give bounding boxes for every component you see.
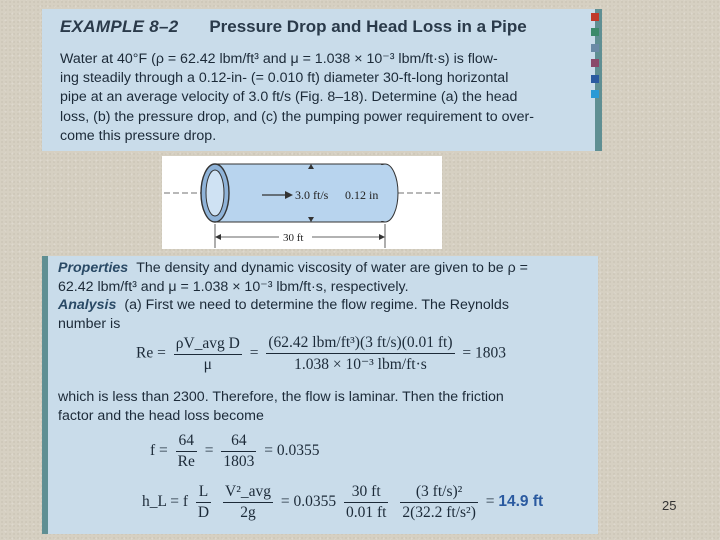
re-numerator-1: ρV_avg D bbox=[174, 335, 242, 355]
analysis-line: (a) First we need to determine the flow regime. The Reynolds bbox=[124, 297, 509, 314]
problem-line: Water at 40°F (ρ = 62.42 lbm/ft³ and μ = 1.038 × 10⁻³ lbm/ft·s) is flow- bbox=[60, 51, 498, 67]
laminar-text bbox=[58, 388, 588, 425]
pipe-figure bbox=[162, 156, 442, 249]
re-denominator-1: μ bbox=[203, 355, 212, 373]
example-title: Pressure Drop and Head Loss in a Pipe bbox=[209, 17, 527, 36]
h-numerator-1: L bbox=[196, 483, 211, 503]
example-panel bbox=[42, 9, 602, 151]
problem-statement bbox=[60, 50, 586, 146]
properties-line: 62.42 lbm/ft³ and μ = 1.038 × 10⁻³ lbm/ft·s, respectively. bbox=[58, 278, 409, 295]
example-header bbox=[60, 17, 527, 37]
f-numerator-2: 64 bbox=[221, 432, 256, 452]
decor-square bbox=[591, 75, 599, 83]
properties-text bbox=[58, 259, 588, 333]
h-lhs: h_L = f bbox=[142, 493, 189, 511]
laminar-line: factor and the head loss become bbox=[58, 407, 264, 424]
h-coefficient: = 0.0355 bbox=[280, 493, 337, 511]
h-numerator-4: (3 ft/s)² bbox=[400, 483, 478, 503]
h-denominator-3: 0.01 ft bbox=[345, 504, 387, 521]
decor-square bbox=[591, 90, 599, 98]
re-lhs: Re = bbox=[136, 344, 166, 362]
diameter-label: 0.12 in bbox=[345, 188, 379, 202]
properties-label: Properties bbox=[58, 260, 129, 276]
f-result: = 0.0355 bbox=[264, 442, 320, 460]
re-numerator-2: (62.42 lbm/ft³)(3 ft/s)(0.01 ft) bbox=[266, 334, 454, 354]
f-fraction-2 bbox=[221, 432, 256, 471]
decor-square bbox=[591, 13, 599, 21]
problem-line: come this pressure drop. bbox=[60, 127, 217, 144]
pipe-diagram bbox=[162, 156, 442, 249]
properties-line: The density and dynamic viscosity of water are given to be ρ = bbox=[136, 260, 528, 276]
decor-square bbox=[591, 44, 599, 52]
reynolds-equation: Re = $\frac{\text{ρV\_avg D}}{\mu}$ = $\frac{\text{(62.42 lbm/ft³)(3 ft/s)(0.01 ft)}}{\text{1.038 × 10⁻³ lbm/ft·s}}$ = 1803 bbox=[136, 334, 507, 373]
h-denominator-2: 2g bbox=[240, 504, 256, 521]
problem-line: ing steadily through a 0.12-in- (= 0.010 ft) diameter 30-ft-long horizontal bbox=[60, 70, 509, 87]
h-fraction-2 bbox=[223, 483, 273, 522]
re-denominator-2: 1.038 × 10⁻³ lbm/ft·s bbox=[294, 356, 427, 373]
problem-line: pipe at an average velocity of 3.0 ft/s (Fig. 8–18). Determine (a) the head bbox=[60, 89, 518, 106]
h-denominator-1: D bbox=[197, 504, 210, 521]
length-arrow-right bbox=[379, 234, 385, 240]
pipe-inlet-inner bbox=[206, 170, 224, 216]
f-numerator-1: 64 bbox=[176, 432, 197, 452]
example-number: EXAMPLE 8–2 bbox=[60, 17, 179, 36]
friction-factor-equation: f = $\frac{64}{Re}$ = $\frac{64}{1803}$ = 0.0355 bbox=[150, 432, 320, 470]
head-loss-result: 14.9 ft bbox=[498, 493, 544, 511]
h-fraction-4 bbox=[400, 483, 478, 522]
length-label: 30 ft bbox=[283, 232, 304, 244]
length-arrow-left bbox=[215, 234, 221, 240]
re-result: = 1803 bbox=[462, 344, 507, 362]
h-denominator-4: 2(32.2 ft/s²) bbox=[402, 504, 476, 521]
decor-square bbox=[591, 28, 599, 36]
f-denominator-2: 1803 bbox=[223, 453, 255, 470]
re-fraction-1 bbox=[174, 335, 242, 374]
decor-square bbox=[591, 59, 599, 67]
f-denominator-1: Re bbox=[177, 453, 195, 470]
analysis-label: Analysis bbox=[58, 297, 117, 314]
h-numerator-3: 30 ft bbox=[344, 483, 388, 503]
analysis-panel bbox=[42, 256, 598, 534]
analysis-line: number is bbox=[58, 315, 121, 332]
velocity-label: 3.0 ft/s bbox=[295, 188, 329, 202]
f-fraction-1 bbox=[176, 432, 197, 471]
page-number: 25 bbox=[662, 498, 677, 513]
head-loss-equation: h_L = f $\frac{L}{D}$ $\frac{\text{V²\_avg}}{2g}$ = 0.0355 $\frac{30 ft}{0.01 ft}$ $\frac{\text{(3 ft/s)²}}{\text{2(32.2 ft/s²)}}$ = 14.9 ft bbox=[142, 483, 544, 521]
re-fraction-2 bbox=[266, 334, 454, 374]
h-fraction-3 bbox=[344, 483, 388, 522]
h-fraction-1 bbox=[196, 483, 211, 522]
laminar-line: which is less than 2300. Therefore, the flow is laminar. Then the friction bbox=[58, 389, 504, 405]
f-lhs: f = bbox=[150, 442, 168, 460]
problem-line: loss, (b) the pressure drop, and (c) the pumping power requirement to over- bbox=[60, 108, 534, 125]
h-numerator-2: V²_avg bbox=[223, 483, 273, 503]
